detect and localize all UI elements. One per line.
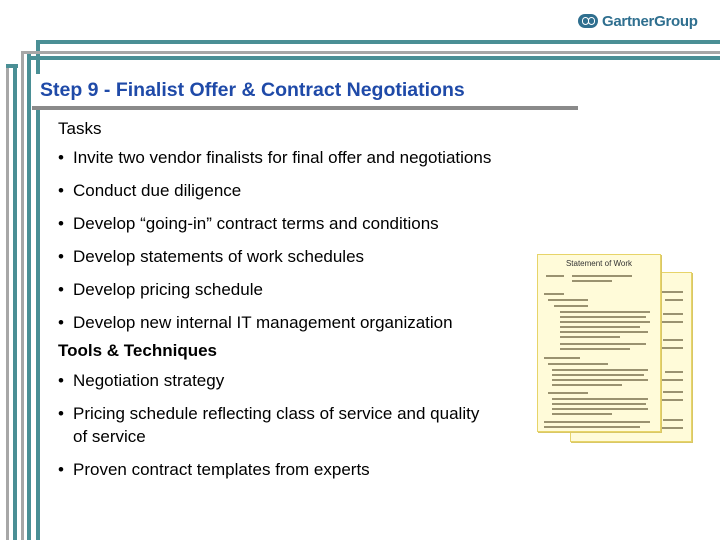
logo-text: GartnerGroup [602, 12, 698, 30]
list-item: • Develop statements of work schedules [58, 247, 365, 266]
list-item: • Conduct due diligence [58, 181, 242, 200]
bullet-icon: • [58, 460, 64, 479]
frame-line [27, 52, 31, 540]
bullet-icon: • [58, 214, 64, 233]
page-title: Step 9 - Finalist Offer & Contract Negotiations [40, 79, 465, 101]
list-item: • Develop pricing schedule [58, 280, 263, 299]
bullet-icon: • [58, 148, 64, 167]
gartner-logo [578, 10, 714, 32]
frame-line [21, 52, 24, 540]
list-item: • Negotiation strategy [58, 371, 225, 390]
tools-heading: Tools & Techniques [58, 341, 217, 360]
thumbnail-title: Statement of Work [565, 259, 633, 268]
frame-line [6, 66, 9, 540]
frame-line [13, 66, 17, 540]
list-item: • Pricing schedule reflecting class of service and quality of service [58, 404, 480, 446]
bullet-icon: • [58, 313, 64, 332]
frame-line [27, 56, 720, 60]
statement-of-work-thumbnail [537, 254, 661, 432]
list-item: • Invite two vendor finalists for final offer and negotiations [58, 148, 492, 167]
frame-line [6, 64, 18, 68]
frame-line [36, 40, 40, 540]
gartner-logo-icon [578, 14, 598, 28]
list-item: • Develop new internal IT management organization [58, 313, 453, 332]
frame-line [21, 51, 720, 54]
tasks-heading: Tasks [58, 119, 102, 138]
list-item: • Develop “going-in” contract terms and conditions [58, 214, 439, 233]
bullet-icon: • [58, 371, 64, 390]
bullet-icon: • [58, 404, 64, 423]
list-item: • Proven contract templates from experts [58, 460, 370, 479]
bullet-icon: • [58, 181, 64, 200]
bullet-icon: • [58, 280, 64, 299]
bullet-icon: • [58, 247, 64, 266]
frame-line [36, 40, 720, 44]
